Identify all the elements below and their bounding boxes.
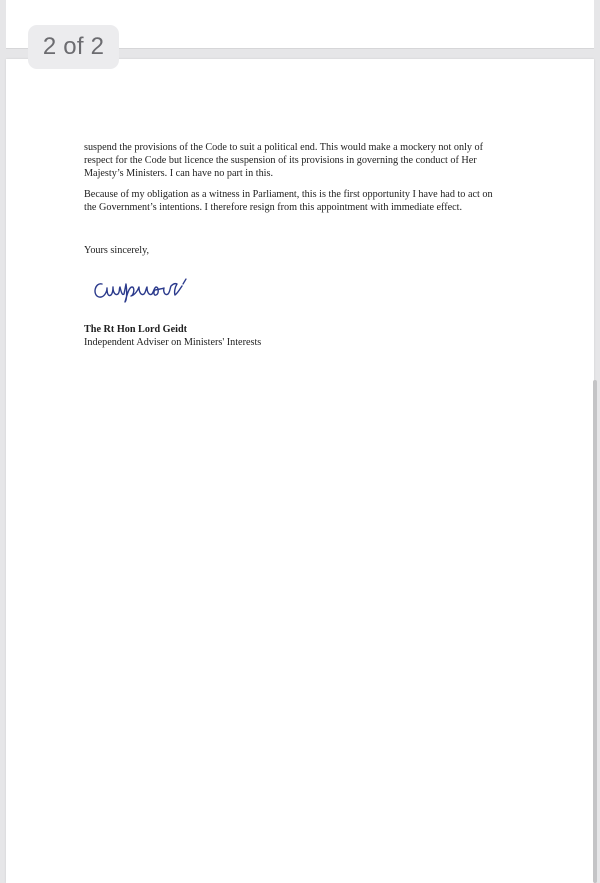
- signatory-title: Independent Adviser on Ministers' Interests: [84, 337, 262, 349]
- paragraph-2: Because of my obligation as a witness in Parliament, this is the first opportunity I have had to act on the Government’s intentions. I therefore resign from this appointment with immediate effect.: [84, 188, 493, 213]
- sign-off: Yours sincerely,: [84, 245, 150, 257]
- vertical-scrollbar[interactable]: [593, 380, 597, 883]
- signatory-name: The Rt Hon Lord Geidt: [84, 324, 188, 336]
- letter-body: [84, 141, 506, 350]
- paragraph-1: suspend the provisions of the Code to suit a political end. This would make a mockery not only of respect for the Code but licence the suspension of its provisions in governing the conduct of Her Majesty’s Ministers. I can have no part in this.: [84, 142, 484, 180]
- page-indicator: 2 of 2: [28, 25, 119, 69]
- handwritten-signature: [90, 275, 190, 307]
- document-page[interactable]: [6, 59, 594, 883]
